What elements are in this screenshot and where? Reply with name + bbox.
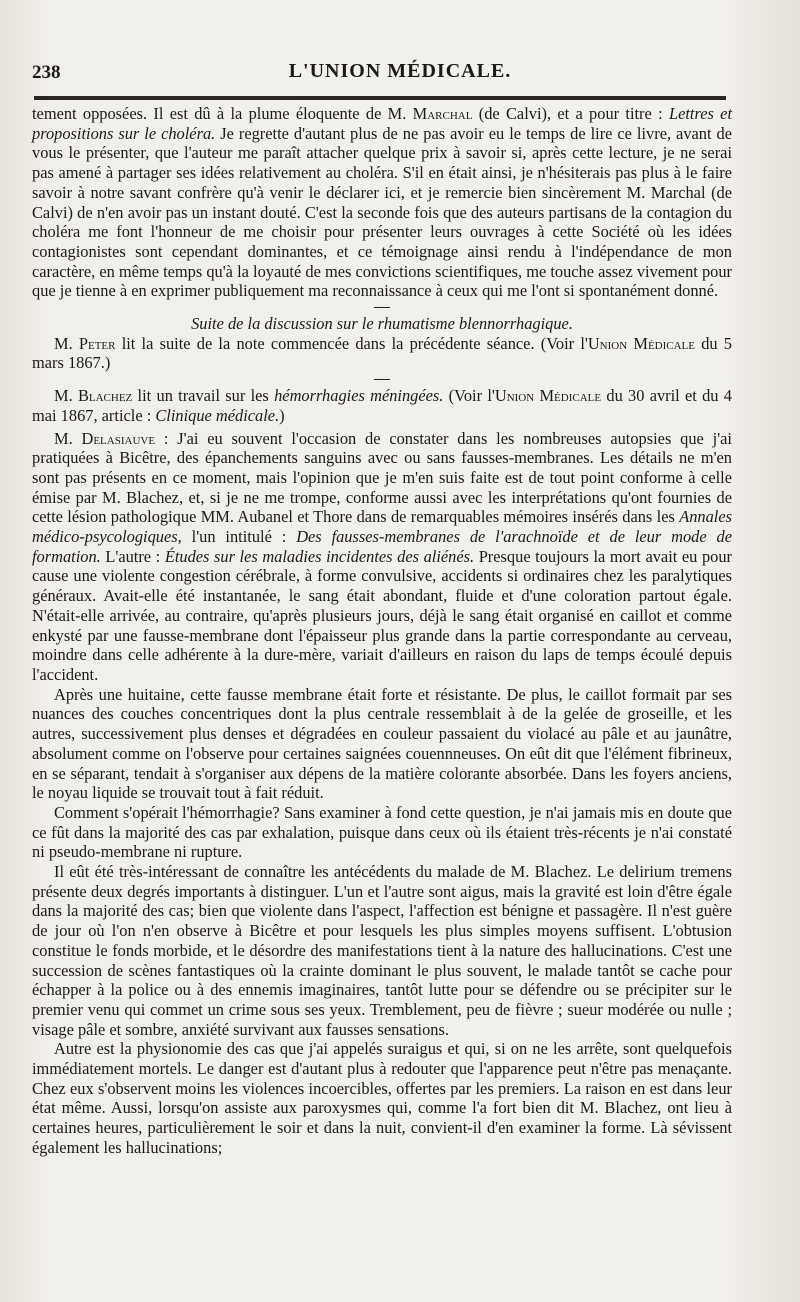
page-number: 238 [32, 62, 61, 83]
paragraph: Après une huitaine, cette fausse membrane était forte et résistante. De plus, le caillot formait par ses nuances des couches concentriques dont la plus centrale ressemblait à de la gelée de groseille, et les autres, successivement plus denses et dégradées en couleur passaient du violacé au pâle et au jaunâtre, absolument comme on l'observe pour certaines saignées couennneuses. On eût dit que l'élément fibrineux, en se séparant, tendait à s'organiser aux dépens de la matière colorante absorbée. Dans les foyers anciens, le noyau liquide se trouvait tout à fait réduit. [32, 684, 732, 803]
body-text [32, 104, 732, 1158]
article-title: Clinique médicale. [155, 405, 280, 425]
work-title: hémorrhagies méningées. [274, 386, 444, 406]
paragraph: Autre est la physionomie des cas que j'ai appelés suraigus et qui, si on ne les arrête, sont quelquefois immédiatement mortels. Le danger est d'autant plus à redouter que l'apparence peut n'être pas menaçante. Chez eux s'observent moins les violences incoercibles, offertes par les premiers. La raison en est dans leur état même. Aussi, lorsqu'on assiste aux paroxysmes qui, comme l'a fort bien dit M. Blachez, ont lieu à certaines heures, particulièrement le soir et dans la nuit, convient-il d'en examiner la forme. Là sévissent également les hallucinations; [32, 1039, 732, 1157]
section-separator [374, 307, 390, 308]
header-rule [34, 96, 726, 100]
speaker-name: Blachez [77, 386, 133, 406]
journal-name: Union Médicale [494, 386, 602, 406]
journal-title: Annales médico-psycologiques, [32, 507, 732, 547]
paragraph-peter: M. Peter lit la suite de la note commencée dans la précédente séance. (Voir l'Union Médicale du 5 mars 1867.) [32, 333, 732, 373]
book-title: Lettres et propositions sur le choléra. [32, 104, 733, 143]
paragraph-marchal: tement opposées. Il est dû à la plume éloquente de M. Marchal (de Calvi), et a pour titre : Lettres et propositions sur le choléra. Je regrette d'autant plus de ne pas avoir eu le temps de lire ce livre, avant de vous le présenter, que l'auteur me paraît attacher quelque prix à savoir si, après cette lecture, je ne serai pas amené à partager ses idées relativement au choléra. S'il en était ainsi, je n'hésiterais pas plus à le faire savoir à notre savant confrère qu'à venir le déclarer ici, et je remercie bien sincèrement M. Marchal (de Calvi) de n'en avoir pas un instant douté. C'est la seconde fois que des auteurs partisans de la contagion du choléra me font l'honneur de me choisir pour présenter leurs ouvrages à cette Société où les idées contagionistes sont cependant dominantes, et ce témoignage ainsi rendu à l'indépendance de mon caractère, en même temps qu'à la loyauté de mes convictions scientifiques, me touche assez vivement pour que je tienne à en exprimer publiquement ma reconnaissance à ceux qui me l'ont si spontanément donné. [32, 104, 733, 301]
paragraph-delasiauve: M. Delasiauve : J'ai eu souvent l'occasion de constater dans les nombreuses autopsies que j'ai pratiquées à Bicêtre, des épanchements sanguins avec ou sans fausses-membranes. Les détails ne m'en sont pas présents en ce moment, mais l'opinion que je m'en suis faite est de tout point conforme à celle émise par M. Blachez, et, si je ne me trompe, conforme aussi avec les interprétations qu'ont fournies de cette lésion pathologique MM. Aubanel et Thore dans de remarquables mémoires insérés dans les Annales médico-psycologiques, l'un intitulé : Des fausses-membranes de l'arachnoïde et de leur mode de formation. L'autre : Études sur les maladies incidentes des aliénés. Presque toujours la mort avait eu pour cause une violente congestion cérébrale, à forme convulsive, accidents si ordinaires chez les paralytiques généraux. Avait-elle été instantanée, le sang était abondant, fluide et d'une coloration partout égale. N'était-elle arrivée, au contraire, qu'après plusieurs jours, déjà le sang était organisé en caillot et comme enkysté par une fausse-membrane dont l'épaisseur plus grande dans la partie correspondante au cerveau, moindre dans celle adhérente à la dure-mère, variait d'ailleurs en raison du laps de temps écoulé depuis l'accident. [32, 428, 732, 684]
paragraph: Comment s'opérait l'hémorrhagie? Sans examiner à fond cette question, je n'ai jamais mis en doute que ce fût dans la majorité des cas par exhalation, puisque dans ceux où ils étaient très-récents je n'ai constaté ni pseudo-membrane ni rupture. [32, 802, 732, 862]
section-heading: Suite de la discussion sur le rhumatisme blennorrhagique. [191, 314, 573, 334]
speaker-name: Delasiauve [81, 428, 156, 448]
paragraph-blachez: M. Blachez lit un travail sur les hémorrhagies méningées. (Voir l'Union Médicale du 30 avril et du 4 mai 1867, article : Clinique médicale.) [32, 386, 732, 425]
running-head-title: L'UNION MÉDICALE. [288, 60, 512, 82]
journal-name: Union Médicale [587, 333, 695, 353]
paragraph: Il eût été très-intéressant de connaître les antécédents du malade de M. Blachez. Le delirium tremens présente deux degrés importants à distinguer. L'un et l'autre sont aigus, mais la gravité est loin d'être égale dans la majorité des cas; bien que violente dans l'aspect, l'affection est bénigne et passagère. Il n'est guère de jour où l'on n'en observe à Bicêtre et pour lesquels les plus simples moyens suffisent. L'obtusion constitue le fonds morbide, et le désordre des manifestations tient à la nature des hallucinations. C'est une succession de scènes fantastiques où la crainte dominant le plus souvent, le malade tantôt se cache pour échapper à la police ou à des ennemis imaginaires, tantôt lutte pour se défendre ou se précipiter sur le premier venu qui commet un crime sous ses yeux. Tremblement, peu de fièvre ; sueur modérée ou nulle ; visage pâle et sombre, anxiété survivant aux fausses sensations. [32, 862, 732, 1039]
memoir-title: Études sur les maladies incidentes des aliénés. [164, 546, 475, 566]
speaker-name: Peter [78, 333, 116, 353]
author-name: Marchal [412, 104, 473, 123]
section-separator [374, 379, 390, 380]
memoir-title: Des fausses-membranes de l'arachnoïde et de leur mode de formation. [32, 527, 732, 566]
